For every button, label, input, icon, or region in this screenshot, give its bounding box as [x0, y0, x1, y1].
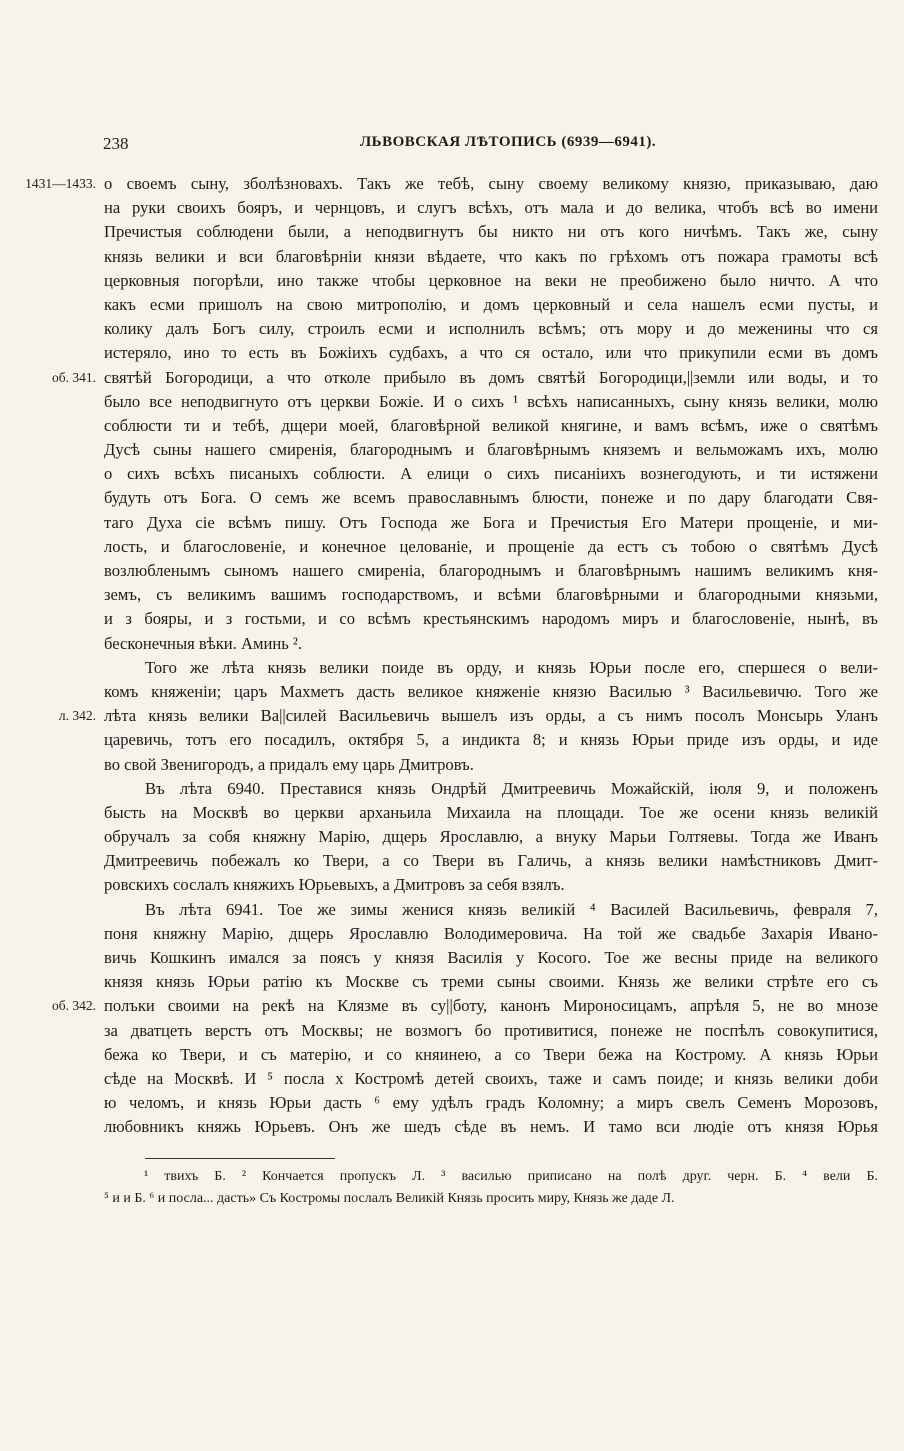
- text-line: [0, 607, 904, 631]
- text-line: [0, 486, 904, 510]
- text-line: [0, 728, 904, 752]
- text-line: [0, 970, 904, 994]
- text-line: [0, 777, 904, 801]
- line-text: комъ княженіи; царъ Махметъ дасть великое княженіе князю Василью ³ Васильевичю. Того же: [104, 681, 878, 701]
- line-text: Въ лѣта 6940. Преставися князь Ондрѣй Дмитреевичь Можайскій, іюля 9, и положенъ: [145, 778, 878, 798]
- text-line: [0, 1019, 904, 1043]
- page-header: [0, 134, 904, 156]
- line-text: колику далъ Богъ силу, строилъ есми и исполнилъ всѣмъ; отъ мору и до меженины что ся: [104, 319, 878, 339]
- text-line: [0, 632, 904, 656]
- line-text: ровскихъ сослалъ княжихъ Юрьевыхъ, а Дмитровъ за себя взялъ.: [104, 875, 565, 895]
- text-line: [0, 172, 904, 196]
- body-text: [0, 172, 904, 1140]
- text-line: [0, 849, 904, 873]
- line-text: соблюсти ти и тебѣ, дщери моей, благовѣрной великой княгине, и вамъ всѣмъ, иже о святѣмъ: [104, 415, 878, 435]
- footnotes: [104, 1166, 878, 1210]
- text-line: [0, 583, 904, 607]
- text-line: [0, 1067, 904, 1091]
- margin-note: об. 342.: [52, 998, 96, 1014]
- line-text: святѣй Богородици, а что отколе прибыло въ домъ святѣй Богородици,||земли или воды, и то: [104, 367, 878, 387]
- text-line: [0, 438, 904, 462]
- margin-note: 1431—1433.: [25, 176, 96, 191]
- text-line: [0, 1043, 904, 1067]
- text-line: [0, 341, 904, 365]
- text-line: [0, 293, 904, 317]
- line-text: вичь Кошкинъ имался за поясъ у князя Василія у Косого. Тое же весны приде на великого: [104, 948, 878, 967]
- line-text: о своемъ сыну, зболѣзновахъ. Такъ же тебѣ, сыну своему великому князю, приказываю, даю: [104, 174, 878, 193]
- line-text: Дмитреевичь побежалъ ко Твери, а со Твери въ Галичь, а князь велики намѣстниковъ Дмит-: [104, 851, 878, 871]
- text-line: [0, 511, 904, 535]
- line-text: лость, и благословеніе, и конечное целованіе, и прощеніе да естъ съ тобою о святѣмъ Дусѣ: [104, 536, 878, 556]
- text-line: [0, 946, 904, 970]
- text-line: [0, 801, 904, 825]
- margin-note: л. 342.: [58, 708, 96, 724]
- line-text: бежа ко Твери, и съ матерію, и со княинею, а со Твери бежа на Кострому. А князь Юрьи: [104, 1044, 878, 1064]
- text-line: [0, 462, 904, 486]
- text-line: [0, 825, 904, 849]
- line-text: истеряло, ино то есть въ Божіихъ судбахъ, а что ся остало, или что прикупили есми въ домъ: [104, 343, 878, 363]
- line-text: ю челомъ, и князь Юрьи дасть ⁶ ему удѣлъ градъ Коломну; а миръ свелъ Семенъ Морозовъ,: [104, 1093, 878, 1113]
- text-line: [0, 1115, 904, 1139]
- line-text: князь велики и вси благовѣрніи князи вѣдаете, что какъ по грѣхомъ отъ пожара грамоты всѣ: [104, 246, 878, 266]
- footnote-line: ¹ твихъ Б. ² Кончается пропускъ Л. ³ василью приписано на полѣ друг. черн. Б. ⁴ вели Б.: [144, 1169, 878, 1184]
- line-text: было все неподвигнуто отъ церкви Божіе. И о сихъ ¹ всѣхъ написанныхъ, сыну князь велики, молю: [104, 391, 878, 411]
- text-line: [0, 898, 904, 922]
- line-text: возлюбленымъ сыномъ нашего смиреніа, благороднымъ и благовѣрнымъ нашимъ великимъ кня-: [104, 561, 878, 580]
- text-line: [0, 366, 904, 390]
- line-text: земъ, съ великимъ вашимъ господарствомъ, и всѣми благовѣрными и благородными князьми,: [104, 585, 878, 605]
- text-line: [0, 245, 904, 269]
- text-line: [0, 269, 904, 293]
- text-line: [0, 922, 904, 946]
- line-text: обручалъ за собя княжну Марію, дщерь Ярославлю, а внуку Марьи Голтяевы. Тогда же Иванъ: [104, 827, 878, 847]
- line-text: Того же лѣта князь велики поиде въ орду, и князь Юрьи после его, спершеся о вели-: [145, 657, 878, 677]
- line-text: Пречистыя соблюдени были, а неподвигнутъ бы никто ни отъ кого ничѣмъ. Такъ же, сыну: [104, 222, 878, 242]
- line-text: поня княжну Марію, дщерь Ярославлю Володимеровича. На той же свадьбе Захарія Ивано-: [104, 923, 878, 943]
- text-line: [0, 196, 904, 220]
- line-text: на руки своихъ бояръ, и чернцовъ, и слугъ всѣхъ, отъ мала и до велика, чтобъ всѣ во имени: [104, 198, 878, 218]
- line-text: любовникъ княжь Юрьевъ. Онъ же шедъ сѣде въ немъ. И тамо вси людіе отъ князя Юрья: [104, 1117, 878, 1137]
- text-line: [0, 317, 904, 341]
- page-number: 238: [103, 134, 129, 153]
- text-line: [0, 704, 904, 728]
- text-line: [0, 753, 904, 777]
- line-text: бысть на Москвѣ во церкви арханьила Михаила на площади. Тое же осени князь великій: [104, 802, 878, 822]
- text-line: [0, 220, 904, 244]
- running-title: ЛЬВОВСКАЯ ЛѢТОПИСЬ (6939—6941).: [360, 134, 657, 150]
- text-line: [0, 390, 904, 414]
- text-line: [0, 994, 904, 1018]
- text-line: [0, 656, 904, 680]
- line-text: за дватцеть верстъ отъ Москвы; не возмогъ бо противитися, понеже не поспѣлъ совокупитися,: [104, 1020, 878, 1040]
- text-line: [0, 414, 904, 438]
- line-text: Въ лѣта 6941. Тое же зимы женися князь великій ⁴ Василей Васильевичь, февраля 7,: [145, 899, 878, 919]
- line-text: полъки своими на рекѣ на Клязме въ су||боту, канонъ Мироносицамъ, апрѣля 5, не во мнозе: [104, 996, 878, 1016]
- line-text: будуть отъ Бога. О семъ же всемъ православнымъ блюсти, понеже и по дару благодати Свя-: [104, 488, 878, 508]
- line-text: князя князь Юрьи ратію къ Москве съ треми сыны своими. Князь же велики стрѣте его съ: [104, 972, 878, 992]
- text-line: [0, 1091, 904, 1115]
- line-text: церковныя погорѣли, ино также чтобы церковное на веки не преобижено было ничто. А что: [104, 270, 878, 290]
- line-text: бесконечныя вѣки. Аминь ².: [104, 633, 303, 653]
- text-line: [0, 535, 904, 559]
- text-line: [0, 559, 904, 583]
- line-text: Дусѣ сыны нашего смиренія, благороднымъ и благовѣрнымъ княземъ и вельможамъ ихъ, молю: [104, 440, 878, 460]
- text-line: [0, 873, 904, 897]
- line-text: лѣта князь велики Ва||силей Васильевичь вышелъ изъ орды, а съ нимъ посолъ Монсырь Уланъ: [104, 706, 878, 726]
- line-text: царевичь, тотъ его посадилъ, октября 5, а индикта 8; и князь Юрьи приде изъ орды, и иде: [104, 730, 878, 750]
- line-text: и з бояры, и з гостьми, и со всѣмъ крестьянскимъ народомъ миръ и благословеніе, нынѣ, въ: [104, 609, 878, 629]
- footnote-rule: [145, 1158, 335, 1159]
- line-text: во свой Звенигородъ, а придалъ ему царь Дмитровъ.: [104, 754, 474, 774]
- line-text: о сихъ всѣхъ писаныхъ соблюсти. А елици о сихъ писаніихъ вознегодують, и ти истяжени: [104, 464, 878, 484]
- text-line: [0, 680, 904, 704]
- line-text: сѣде на Москвѣ. И ⁵ посла х Костромѣ детей своихъ, таже и самъ поиде; и князь велики доби: [104, 1068, 878, 1088]
- margin-note: об. 341.: [52, 369, 96, 385]
- line-text: какъ есми пришолъ на свою митрополію, и домъ церковный и села нашелъ есми пусты, и: [104, 294, 878, 314]
- line-text: таго Духа сіе всѣмъ пишу. Отъ Господа же Бога и Пречистыя Его Матери прощеніе, и ми-: [104, 512, 878, 532]
- footnote-line: ⁵ и и Б. ⁶ и посла... дасть» Съ Костромы послалъ Великій Князь просить миру, Князь же даде Л.: [104, 1191, 675, 1206]
